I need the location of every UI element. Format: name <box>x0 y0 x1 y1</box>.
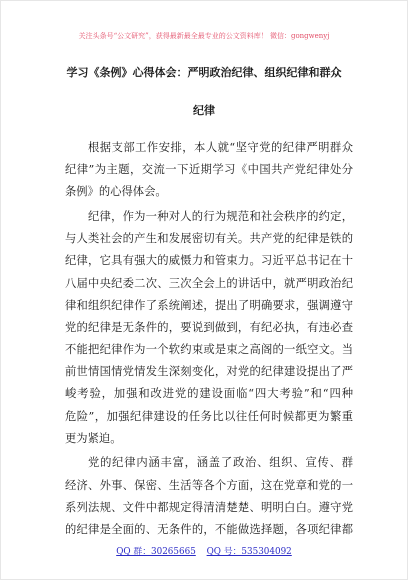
paragraph <box>65 206 353 450</box>
title-line: 学习《条例》心得体会：严明政治纪律、组织纪律和群众 <box>66 66 342 79</box>
text-line: 不能把纪律作为一个软约束或是束之高阁的一纸空文。当 <box>65 343 353 357</box>
promo-header: 关注头条号“公文研究”，获得最新最全最专业的公文资料库！ 微信：gongwenyj <box>78 32 330 40</box>
contact-footer <box>1 545 407 559</box>
text-line: 危险”，加强纪律建设的任务比以往任何时候都更为繁重 <box>65 409 353 423</box>
text-line: 前世情国情党情发生深刻变化，对党的纪律建设提出了严 <box>65 365 353 379</box>
text-line: 经济、外事、保密、生活等各个方面，这在党章和党的一 <box>65 478 353 492</box>
paragraph <box>65 137 353 204</box>
text-line: 纪律，它具有强大的威慑力和管束力。习近平总书记在十 <box>65 254 353 268</box>
text-line: 党的纪律是无条件的，要说到做到，有纪必执，有违必查 <box>65 320 353 334</box>
text-line: 根据支部工作安排，本人就“坚守党的纪律严明群众 <box>88 141 353 154</box>
text-line: 峻考验，加强和改进党的建设面临“四大考验”和“四种 <box>65 387 353 401</box>
text-line: 系列法规、文件中都规定得清清楚楚、明明白白。遵守党 <box>65 500 353 514</box>
document-title <box>31 54 377 130</box>
text-line: 律和组织纪律作了系统阐述，提出了明确要求，强调遵守 <box>65 298 353 312</box>
qq-group-link[interactable]: QQ 群：30265665 <box>116 547 196 557</box>
text-line: 的纪律是全面的、无条件的，不能做选择题，各项纪律都 <box>65 522 353 536</box>
text-line: 八届中央纪委二次、三次全会上的讲话中，就严明政治纪 <box>65 276 353 290</box>
text-line: 条例》的心得体会。 <box>65 185 167 199</box>
paragraph <box>65 452 353 541</box>
text-line: 纪律”为主题，交流一下近期学习《中国共产党纪律处分 <box>65 163 353 177</box>
document-body <box>65 137 353 541</box>
title-line: 纪律 <box>193 104 215 117</box>
text-line: 党的纪律内涵丰富，涵盖了政治、组织、宣传、群 <box>88 456 353 470</box>
qq-number-link[interactable]: QQ 号：535304092 <box>206 547 292 557</box>
text-line: 纪律，作为一种对人的行为规范和社会秩序的约定， <box>88 209 353 223</box>
text-line: 与人类社会的产生和发展密切有关。共产党的纪律是铁的 <box>65 232 353 246</box>
text-line: 更为紧迫。 <box>65 431 122 445</box>
